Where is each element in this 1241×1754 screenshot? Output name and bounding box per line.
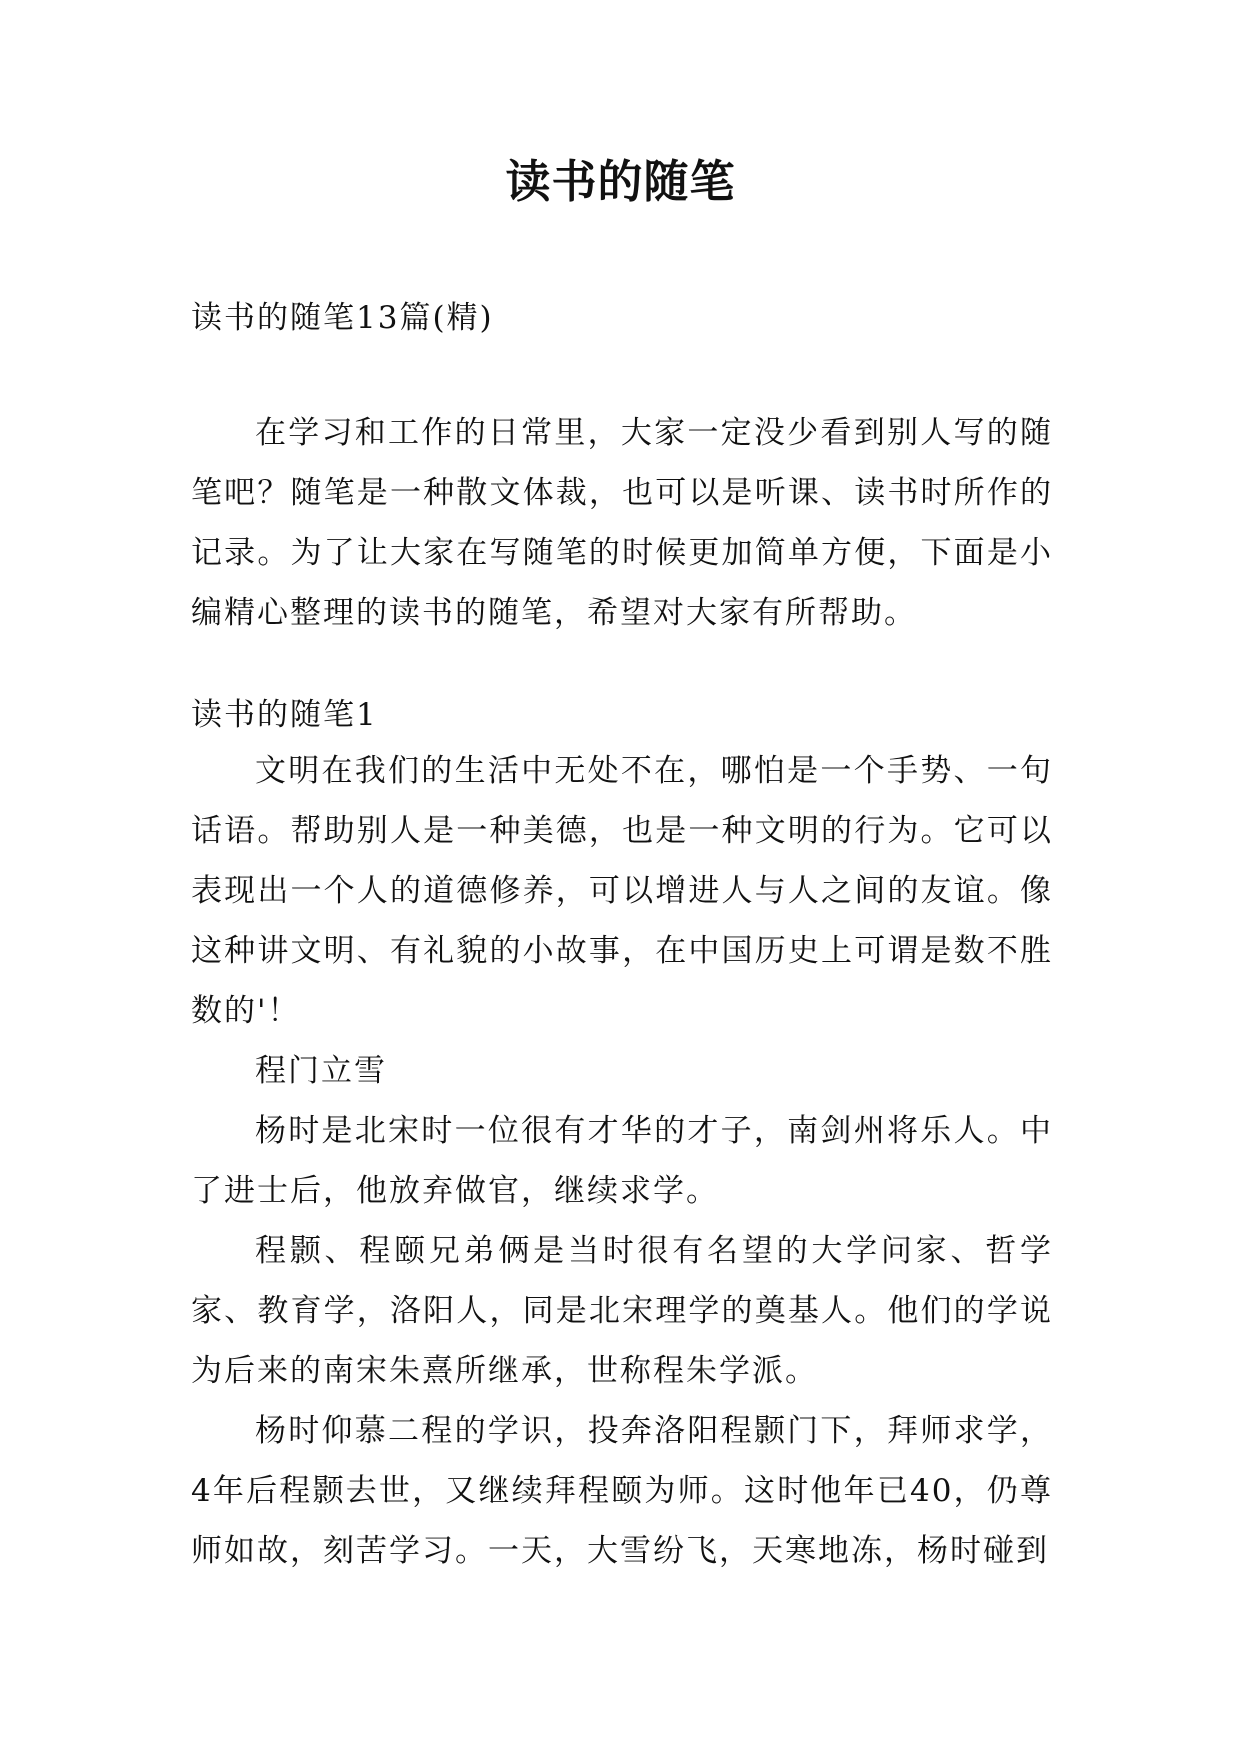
- intro-paragraph: 在学习和工作的日常里，大家一定没少看到别人写的随笔吧？随笔是一种散文体裁，也可以是听课、读书时所作的记录。为了让大家在写随笔的时候更加简单方便，下面是小编精心整理的读书的随笔，希望对大家有所帮助。: [191, 415, 1053, 631]
- document-title: 读书的随笔: [505, 155, 736, 208]
- story-title: 程门立雪: [255, 1053, 387, 1089]
- section-heading: 读书的随笔1: [191, 697, 378, 733]
- body-paragraph: 杨时仰慕二程的学识，投奔洛阳程颢门下，拜师求学，4年后程颢去世，又继续拜程颐为师。这时他年已40，仍尊师如故，刻苦学习。一天，大雪纷飞，天寒地冻，杨时碰到: [191, 1413, 1053, 1569]
- body-paragraph: 程颢、程颐兄弟俩是当时很有名望的大学问家、哲学家、教育学，洛阳人，同是北宋理学的奠基人。他们的学说为后来的南宋朱熹所继承，世称程朱学派。: [191, 1233, 1053, 1389]
- body-paragraph: 杨时是北宋时一位很有才华的才子，南剑州将乐人。中了进士后，他放弃做官，继续求学。: [191, 1113, 1053, 1209]
- document-subtitle: 读书的随笔13篇(精): [191, 300, 494, 336]
- body-paragraph: 文明在我们的生活中无处不在，哪怕是一个手势、一句话语。帮助别人是一种美德，也是一种文明的行为。它可以表现出一个人的道德修养，可以增进人与人之间的友谊。像这种讲文明、有礼貌的小故事，在中国历史上可谓是数不胜数的'！: [191, 753, 1053, 1029]
